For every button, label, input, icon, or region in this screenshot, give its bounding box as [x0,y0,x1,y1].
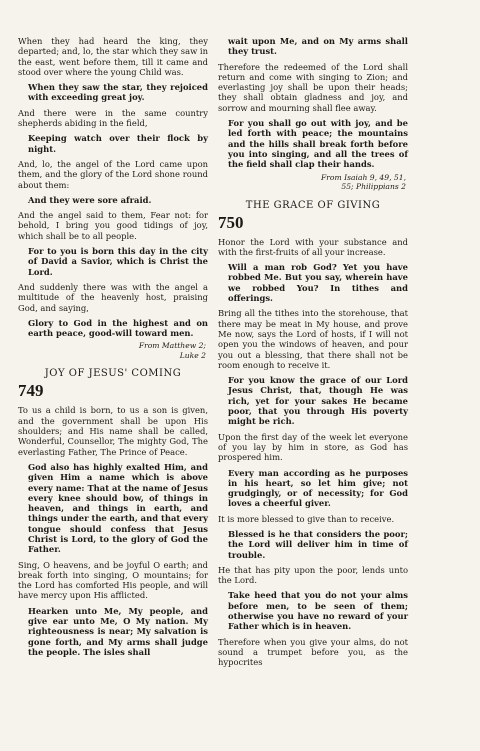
left-column [18,36,208,662]
leader-reading: And suddenly there was with the angel a multitude of the heavenly host, praising God, and saying, [18,281,208,313]
leader-reading: And there were in the same country shepherds abiding in the field, [18,107,208,129]
section-number-749: 749 [18,381,44,401]
response-reading: Blessed is he that considers the poor; the Lord will deliver him in time of trouble. [228,528,408,560]
leader-reading: When they had heard the king, they departed; and, lo, the star which they saw in the east, went before them, till it came and stood over where the young Child was. [18,36,208,77]
response-reading: Keeping watch over their flock by night. [28,133,208,154]
leader-reading: Bring all the tithes into the storehouse, that there may be meat in My house, and prove Me now, says the Lord of hosts, if I will not open you the windows of heaven, and pour you out a blessing, that there shall not be room enough to receive it. [218,308,408,370]
left-source-line-1: From Matthew 2; [138,341,206,351]
right-top-readings [218,36,408,170]
leader-reading: It is more blessed to give than to receive. [218,513,395,524]
leader-reading: Therefore when you give your alms, do not sound a trumpet before you, as the hypocrites [218,636,408,668]
leader-reading: He that has pity upon the poor, lends unto the Lord. [218,564,408,586]
response-reading: And they were sore afraid. [28,194,152,205]
response-reading: God also has highly exalted Him, and given Him a name which is above every name: That at the name of Jesus every knee should bow, of things in heaven, and things in earth, and things under the earth, and that every tongue should confess that Jesus Christ is Lord, to the glory of God the Father. [28,461,208,555]
right-source-citation [218,173,406,192]
response-reading: Will a man rob God? Yet you have robbed Me. But you say, wherein have we robbed You? In tithes and offerings. [228,262,408,304]
response-reading: Hearken unto Me, My people, and give ear unto Me, O My nation. My righteousness is near; My salvation is gone forth, and My arms shall judge the people. The isles shall [28,605,208,657]
leader-reading: Honor the Lord with your substance and with the first-fruits of all your increase. [218,236,408,257]
leader-reading: Therefore the redeemed of the Lord shall return and come with singing to Zion; and everlasting joy shall be upon their heads; they shall obtain gladness and joy, and sorrow and mourning shall flee away. [218,61,408,113]
right-source-line-1: From Isaiah 9, 49, 51, [321,172,406,182]
response-reading: Glory to God in the highest and on earth peace, good-will toward men. [28,317,208,339]
section-title-750: THE GRACE OF GIVING [245,199,381,211]
response-reading: Every man according as he purposes in his heart, so let him give; not grudgingly, or of necessity; for God loves a cheerful giver. [228,467,408,509]
left-source-citation [18,341,206,360]
left-top-readings [18,36,208,338]
leader-reading: And the angel said to them, Fear not: for behold, I bring you good tidings of joy, which shall be to all people. [18,210,208,241]
section-title-749: JOY OF JESUS' COMING [44,368,182,380]
right-column [218,36,408,673]
left-bottom-readings [18,405,208,657]
right-source-line-2: 55; Philippians 2 [341,182,406,192]
response-reading: For to you is born this day in the city of David a Savior, which is Christ the Lord. [28,246,208,277]
response-reading: For you know the grace of our Lord Jesus Christ, that, though He was rich, yet for your sakes He became poor, that you through His poverty might be rich. [228,375,408,427]
leader-reading: And, lo, the angel of the Lord came upon them, and the glory of the Lord shone round about them: [18,158,208,190]
leader-reading: Upon the first day of the week let everyone of you lay by him in store, as God has prospered him. [218,431,408,463]
section-number-750: 750 [218,212,244,232]
left-source-line-2: Luke 2 [179,350,206,360]
response-reading: For you shall go out with joy, and be led forth with peace; the mountains and the hills shall break forth before you into singing, and all the trees of the field shall clap their hands. [228,118,408,170]
response-reading: When they saw the star, they rejoiced with exceeding great joy. [28,82,208,103]
response-reading: Take heed that you do not your alms before men, to be seen of them; otherwise you have no reward of your Father which is in heaven. [228,590,408,632]
leader-reading: To us a child is born, to us a son is given, and the government shall be upon His shoulders; and His name shall be called, Wonderful, Counsellor, The mighty God, The everlasting Father, The Prince of Peace. [18,405,208,457]
right-bottom-readings [218,237,408,668]
response-reading: wait upon Me, and on My arms shall they trust. [228,36,408,57]
leader-reading: Sing, O heavens, and be joyful O earth; and break forth into singing, O mountains; for the Lord has comforted His people, and will have mercy upon His afflicted. [18,559,208,601]
